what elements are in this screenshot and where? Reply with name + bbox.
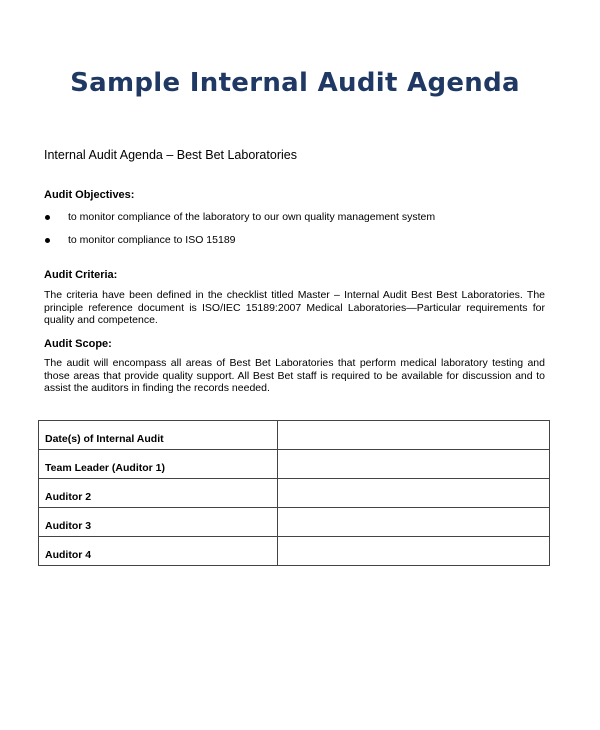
- list-item: [44, 233, 435, 256]
- table-row: [39, 537, 550, 566]
- page-title: Sample Internal Audit Agenda: [70, 68, 520, 98]
- objectives-list: [44, 210, 435, 256]
- table-row: [39, 508, 550, 537]
- row-value[interactable]: [278, 537, 550, 566]
- row-label: Date(s) of Internal Audit: [39, 421, 278, 450]
- row-value[interactable]: [278, 450, 550, 479]
- table-row: [39, 479, 550, 508]
- objectives-label: Audit Objectives:: [44, 189, 135, 201]
- row-value[interactable]: [278, 479, 550, 508]
- bullet-icon: [45, 238, 50, 243]
- document-heading: Internal Audit Agenda – Best Bet Laboratories: [44, 148, 297, 162]
- audit-info-table: [38, 420, 550, 566]
- row-value[interactable]: [278, 508, 550, 537]
- row-label: Auditor 4: [39, 537, 278, 566]
- criteria-label: Audit Criteria:: [44, 269, 118, 281]
- criteria-paragraph: The criteria have been defined in the checklist titled Master – Internal Audit Best Best Laboratories. The principle reference document is ISO/IEC 15189:2007 Medical Laboratories—Particular requirements for quality and competence.: [44, 289, 545, 326]
- row-label: Auditor 3: [39, 508, 278, 537]
- row-label: Auditor 2: [39, 479, 278, 508]
- table-row: [39, 450, 550, 479]
- bullet-icon: [45, 215, 50, 220]
- scope-paragraph: The audit will encompass all areas of Best Bet Laboratories that perform medical laboratory testing and those areas that provide quality support. All Best Bet staff is required to be available for discussion and to assist the auditors in finding the records needed.: [44, 357, 545, 394]
- table-row: [39, 421, 550, 450]
- row-label: Team Leader (Auditor 1): [39, 450, 278, 479]
- objective-text: to monitor compliance to ISO 15189: [68, 234, 236, 246]
- scope-label: Audit Scope:: [44, 338, 112, 350]
- list-item: [44, 210, 435, 233]
- row-value[interactable]: [278, 421, 550, 450]
- objective-text: to monitor compliance of the laboratory to our own quality management system: [68, 211, 436, 223]
